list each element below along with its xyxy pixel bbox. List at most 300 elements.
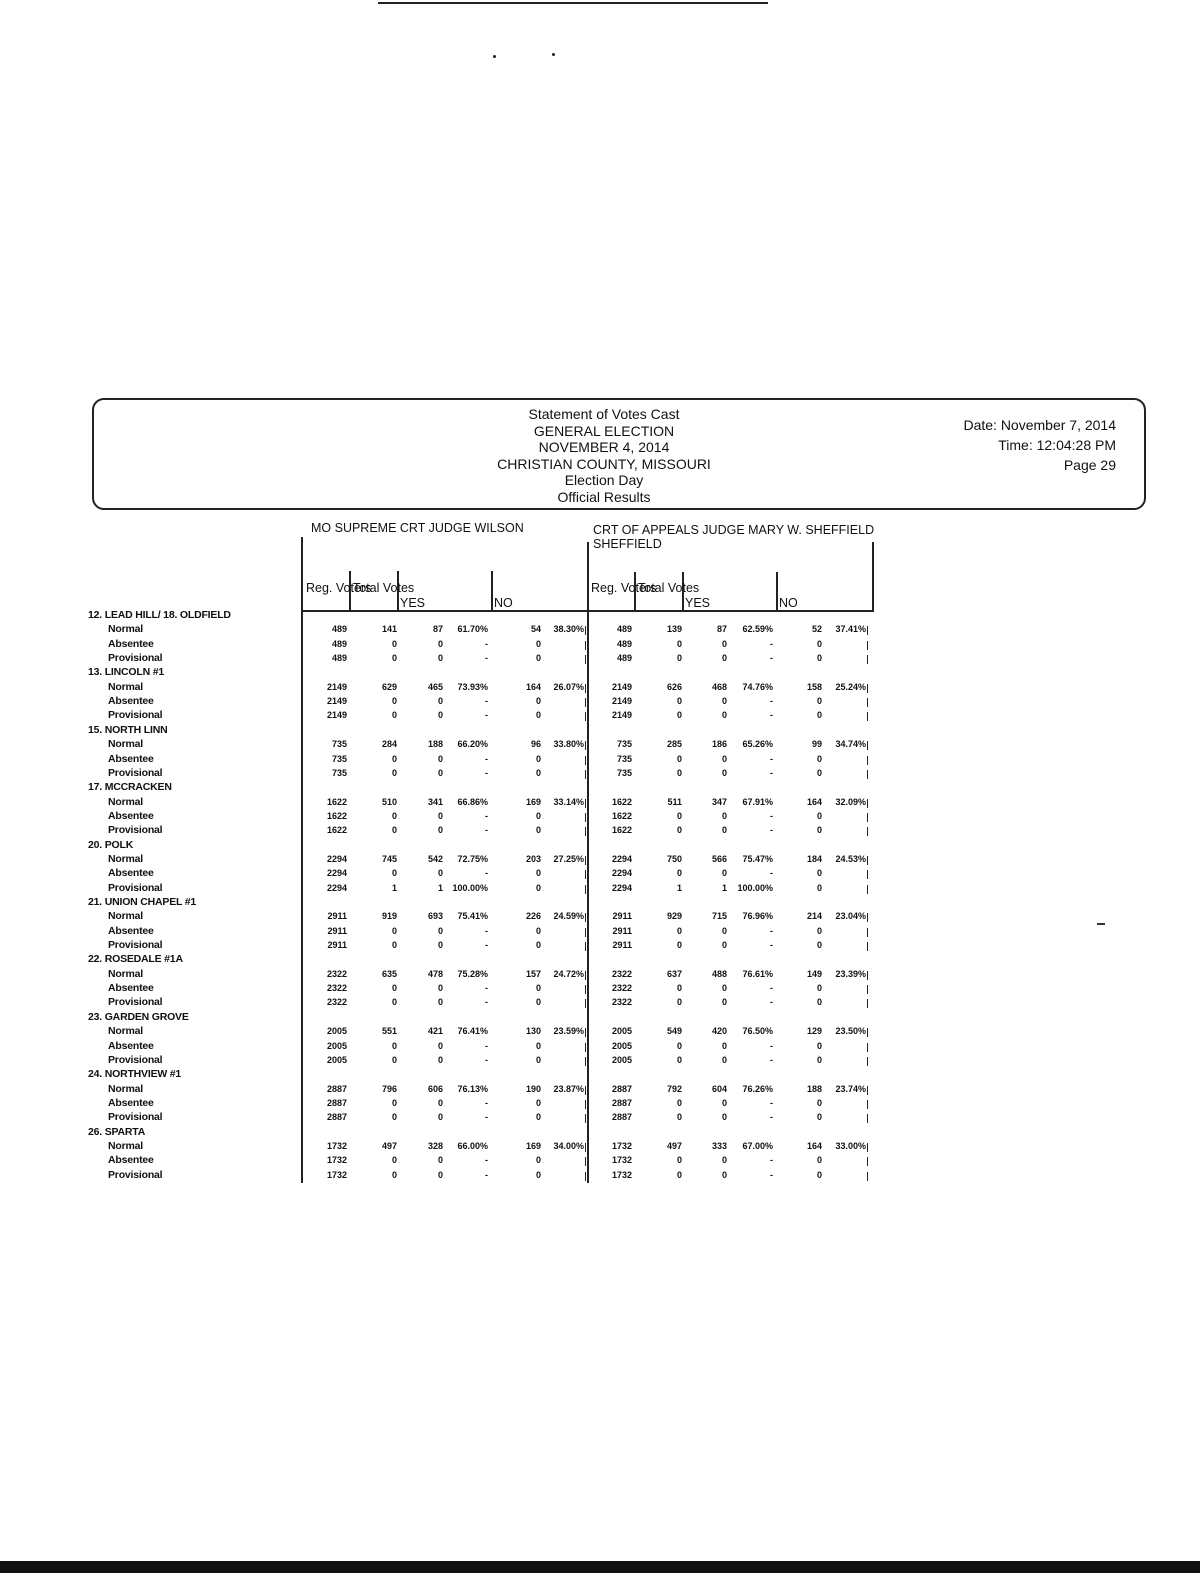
table-cell: 0 — [676, 1054, 682, 1065]
row-label: Provisional — [108, 996, 163, 1009]
table-cell: 745 — [381, 853, 397, 864]
row-edge-tick — [867, 971, 868, 980]
table-cell: 0 — [535, 1169, 541, 1180]
table-border — [587, 542, 589, 1183]
row-edge-tick — [585, 813, 586, 822]
table-cell: 285 — [666, 739, 682, 750]
table-cell: 0 — [391, 1040, 397, 1051]
table-cell: - — [485, 868, 488, 879]
row-label: Provisional — [108, 652, 163, 665]
table-cell: 0 — [437, 753, 443, 764]
table-cell: 792 — [666, 1083, 682, 1094]
table-cell: 489 — [331, 638, 347, 649]
table-cell: 0 — [535, 753, 541, 764]
table-cell: 2911 — [612, 925, 632, 936]
table-cell: 2322 — [611, 968, 632, 979]
table-cell: 34.74% — [835, 739, 866, 750]
row-edge-tick — [867, 1100, 868, 1109]
table-cell: 184 — [806, 853, 822, 864]
table-cell: 0 — [535, 1155, 541, 1166]
table-cell: 24.59% — [553, 911, 584, 922]
row-label: Provisional — [108, 824, 163, 837]
row-edge-tick — [867, 913, 868, 922]
table-cell: 0 — [437, 638, 443, 649]
table-cell: 2887 — [611, 1097, 632, 1108]
table-cell: 38.30% — [553, 624, 584, 635]
row-label: Normal — [108, 967, 143, 980]
table-cell: 87 — [716, 624, 727, 635]
row-label: Provisional — [108, 1168, 163, 1181]
table-cell: 2911 — [327, 940, 347, 951]
row-edge-tick — [867, 712, 868, 721]
table-cell: 0 — [816, 1155, 822, 1166]
table-cell: 0 — [676, 753, 682, 764]
table-cell: 24.53% — [835, 853, 866, 864]
table-cell: 796 — [381, 1083, 397, 1094]
table-cell: 0 — [437, 983, 443, 994]
table-cell: 2911 — [612, 940, 632, 951]
scan-speck — [552, 53, 555, 56]
row-label: Normal — [108, 795, 143, 808]
table-cell: 0 — [437, 810, 443, 821]
row-edge-tick — [867, 741, 868, 750]
table-cell: 0 — [437, 1097, 443, 1108]
table-cell: 0 — [721, 1155, 727, 1166]
row-edge-tick — [867, 756, 868, 765]
table-cell: 0 — [721, 925, 727, 936]
table-cell: 37.41% — [835, 624, 866, 635]
table-cell: 0 — [437, 1155, 443, 1166]
table-cell: 478 — [427, 968, 443, 979]
table-cell: 510 — [381, 796, 397, 807]
precinct-name: 17. MCCRACKEN — [88, 781, 172, 794]
table-cell: - — [485, 983, 488, 994]
col-header-yes: YES — [400, 596, 426, 610]
table-cell: 488 — [711, 968, 727, 979]
table-cell: 0 — [721, 868, 727, 879]
col-header-total: Total Votes — [638, 581, 700, 595]
report-time: Time: 12:04:28 PM — [998, 437, 1116, 453]
row-edge-tick — [585, 985, 586, 994]
row-edge-tick — [867, 770, 868, 779]
table-cell: 0 — [816, 940, 822, 951]
table-cell: - — [770, 825, 773, 836]
table-cell: 0 — [391, 767, 397, 778]
table-cell: 333 — [711, 1140, 727, 1151]
table-cell: 629 — [381, 681, 397, 692]
table-cell: 0 — [535, 638, 541, 649]
row-edge-tick — [585, 1086, 586, 1095]
table-cell: 0 — [535, 767, 541, 778]
table-cell: - — [770, 767, 773, 778]
row-label: Normal — [108, 623, 143, 636]
table-cell: 190 — [525, 1083, 541, 1094]
page-number: Page 29 — [1063, 457, 1116, 473]
table-cell: - — [485, 710, 488, 721]
table-cell: 0 — [437, 1112, 443, 1123]
table-cell: 76.61% — [742, 968, 773, 979]
row-edge-tick — [867, 999, 868, 1008]
row-label: Provisional — [108, 939, 163, 952]
table-cell: 735 — [331, 739, 347, 750]
table-cell: 139 — [666, 624, 682, 635]
precinct-name: 24. NORTHVIEW #1 — [88, 1068, 182, 1081]
row-edge-tick — [867, 1057, 868, 1066]
precinct-name: 15. NORTH LINN — [88, 723, 168, 736]
row-edge-tick — [585, 885, 586, 894]
table-cell: 0 — [676, 825, 682, 836]
table-cell: 25.24% — [835, 681, 866, 692]
contest-title-continued: SHEFFIELD — [593, 537, 662, 551]
table-cell: 2887 — [326, 1083, 347, 1094]
table-cell: 0 — [721, 983, 727, 994]
row-label: Normal — [108, 852, 143, 865]
table-cell: 2294 — [611, 853, 632, 864]
row-edge-tick — [867, 684, 868, 693]
table-cell: 76.26% — [742, 1083, 773, 1094]
row-edge-tick — [867, 1157, 868, 1166]
table-cell: 0 — [535, 710, 541, 721]
table-cell: 214 — [806, 911, 822, 922]
table-cell: 2005 — [611, 1054, 632, 1065]
row-edge-tick — [867, 1172, 868, 1181]
table-cell: 33.80% — [553, 739, 584, 750]
row-label: Absentee — [108, 1096, 154, 1109]
table-cell: 2005 — [611, 1040, 632, 1051]
table-cell: 169 — [525, 796, 541, 807]
table-cell: 186 — [711, 739, 727, 750]
table-cell: 0 — [676, 1097, 682, 1108]
table-cell: 0 — [391, 1169, 397, 1180]
row-label: Absentee — [108, 924, 154, 937]
row-label: Absentee — [108, 1039, 154, 1052]
table-cell: 0 — [816, 825, 822, 836]
table-cell: 468 — [711, 681, 727, 692]
table-cell: - — [485, 940, 488, 951]
title-line: Election Day — [564, 472, 644, 488]
table-cell: 0 — [816, 983, 822, 994]
table-cell: 0 — [391, 1054, 397, 1065]
table-cell: 0 — [391, 997, 397, 1008]
precinct-name: 26. SPARTA — [88, 1125, 146, 1138]
table-cell: 0 — [391, 825, 397, 836]
table-cell: 626 — [666, 681, 682, 692]
table-cell: 34.00% — [553, 1140, 584, 1151]
row-label: Normal — [108, 1025, 143, 1038]
table-cell: 0 — [676, 696, 682, 707]
table-cell: - — [485, 696, 488, 707]
row-edge-tick — [585, 756, 586, 765]
table-cell: 23.87% — [553, 1083, 584, 1094]
table-cell: 74.76% — [742, 681, 773, 692]
table-cell: 100.00% — [737, 882, 773, 893]
table-cell: 489 — [331, 624, 347, 635]
row-edge-tick — [585, 1114, 586, 1123]
table-cell: 0 — [816, 753, 822, 764]
table-cell: 2322 — [611, 997, 632, 1008]
table-cell: 0 — [437, 767, 443, 778]
report-title-block — [394, 406, 814, 505]
table-cell: 735 — [616, 739, 632, 750]
precinct-name: 12. LEAD HILL/ 18. OLDFIELD — [88, 609, 231, 621]
table-cell: 0 — [535, 882, 541, 893]
table-cell: - — [770, 1112, 773, 1123]
table-cell: 61.70% — [457, 624, 488, 635]
row-label: Provisional — [108, 1053, 163, 1066]
table-cell: 549 — [666, 1026, 682, 1037]
table-cell: 0 — [816, 696, 822, 707]
table-cell: 2887 — [611, 1112, 632, 1123]
table-cell: 0 — [816, 767, 822, 778]
table-cell: 0 — [391, 653, 397, 664]
table-cell: 0 — [437, 653, 443, 664]
table-cell: 735 — [331, 767, 347, 778]
table-cell: 0 — [535, 653, 541, 664]
table-cell: 1622 — [326, 796, 347, 807]
table-cell: 23.59% — [553, 1026, 584, 1037]
table-cell: 0 — [437, 825, 443, 836]
table-cell: 566 — [711, 853, 727, 864]
row-edge-tick — [585, 1043, 586, 1052]
table-cell: 188 — [427, 739, 443, 750]
table-cell: 0 — [437, 940, 443, 951]
row-edge-tick — [867, 942, 868, 951]
table-cell: 1622 — [611, 810, 632, 821]
table-cell: - — [770, 810, 773, 821]
table-cell: 929 — [666, 911, 682, 922]
table-cell: 72.75% — [457, 853, 488, 864]
table-cell: 75.47% — [742, 853, 773, 864]
table-cell: - — [485, 638, 488, 649]
table-cell: 2005 — [326, 1054, 347, 1065]
table-cell: 62.59% — [742, 624, 773, 635]
table-cell: 0 — [535, 696, 541, 707]
table-cell: 73.93% — [457, 681, 488, 692]
row-label: Absentee — [108, 637, 154, 650]
table-cell: 2149 — [326, 710, 347, 721]
table-cell: 0 — [816, 1112, 822, 1123]
table-cell: - — [770, 696, 773, 707]
scan-mark — [1097, 923, 1105, 925]
report-meta — [963, 415, 1116, 475]
table-cell: - — [485, 1169, 488, 1180]
table-cell: 0 — [816, 638, 822, 649]
table-cell: 0 — [816, 1040, 822, 1051]
table-cell: 0 — [676, 940, 682, 951]
row-edge-tick — [867, 1028, 868, 1037]
table-cell: 2149 — [611, 681, 632, 692]
table-cell: 1732 — [326, 1140, 347, 1151]
table-cell: 0 — [437, 1040, 443, 1051]
table-cell: 0 — [816, 810, 822, 821]
row-edge-tick — [867, 813, 868, 822]
table-cell: 1622 — [326, 810, 347, 821]
title-line: Statement of Votes Cast — [528, 406, 680, 422]
table-cell: 0 — [437, 925, 443, 936]
table-cell: 693 — [427, 911, 443, 922]
table-cell: 66.86% — [457, 796, 488, 807]
table-cell: 0 — [676, 1112, 682, 1123]
row-edge-tick — [867, 641, 868, 650]
report-date: Date: November 7, 2014 — [963, 417, 1116, 433]
table-cell: 0 — [437, 1054, 443, 1065]
table-cell: 1732 — [611, 1155, 632, 1166]
col-header-no: NO — [494, 596, 513, 610]
table-cell: 23.39% — [835, 968, 866, 979]
table-cell: 2322 — [611, 983, 632, 994]
row-edge-tick — [585, 626, 586, 635]
table-border — [301, 537, 303, 1183]
table-cell: - — [770, 1155, 773, 1166]
table-cell: 489 — [331, 653, 347, 664]
table-cell: 76.50% — [742, 1026, 773, 1037]
table-cell: 0 — [816, 710, 822, 721]
table-cell: 0 — [391, 1112, 397, 1123]
table-cell: 149 — [806, 968, 822, 979]
title-line: NOVEMBER 4, 2014 — [538, 439, 670, 455]
table-cell: 2887 — [326, 1097, 347, 1108]
table-cell: 0 — [535, 810, 541, 821]
table-cell: - — [485, 653, 488, 664]
table-cell: 157 — [525, 968, 541, 979]
table-cell: - — [770, 925, 773, 936]
table-cell: 2294 — [611, 868, 632, 879]
row-label: Absentee — [108, 695, 154, 708]
row-edge-tick — [867, 827, 868, 836]
table-cell: 0 — [437, 868, 443, 879]
table-cell: 0 — [721, 767, 727, 778]
table-cell: 0 — [816, 1054, 822, 1065]
table-cell: 76.41% — [457, 1026, 488, 1037]
row-edge-tick — [867, 799, 868, 808]
table-cell: 0 — [721, 997, 727, 1008]
table-cell: 0 — [676, 1169, 682, 1180]
table-cell: 0 — [721, 710, 727, 721]
table-cell: 0 — [816, 868, 822, 879]
table-cell: 52 — [811, 624, 822, 635]
row-edge-tick — [585, 1143, 586, 1152]
table-cell: 0 — [816, 1169, 822, 1180]
table-cell: 0 — [535, 1054, 541, 1065]
table-cell: 2149 — [326, 681, 347, 692]
table-cell: - — [485, 810, 488, 821]
row-edge-tick — [585, 684, 586, 693]
table-cell: 0 — [391, 638, 397, 649]
row-edge-tick — [585, 698, 586, 707]
table-cell: 2911 — [327, 925, 347, 936]
table-cell: 130 — [525, 1026, 541, 1037]
table-cell: 2005 — [326, 1040, 347, 1051]
row-edge-tick — [585, 1157, 586, 1166]
table-cell: 1 — [437, 882, 443, 893]
table-cell: 0 — [535, 868, 541, 879]
table-cell: 66.00% — [457, 1140, 488, 1151]
table-cell: - — [485, 925, 488, 936]
row-label: Normal — [108, 1082, 143, 1095]
table-cell: - — [770, 940, 773, 951]
row-edge-tick — [585, 1100, 586, 1109]
table-cell: 2887 — [326, 1112, 347, 1123]
table-cell: 0 — [816, 1097, 822, 1108]
row-label: Absentee — [108, 1154, 154, 1167]
precinct-name: 13. LINCOLN #1 — [88, 666, 164, 679]
table-cell: 489 — [616, 624, 632, 635]
table-cell: 33.00% — [835, 1140, 866, 1151]
table-cell: - — [485, 767, 488, 778]
table-cell: - — [485, 997, 488, 1008]
table-cell: - — [770, 983, 773, 994]
table-cell: 0 — [676, 810, 682, 821]
table-cell: 1732 — [326, 1169, 347, 1180]
row-edge-tick — [867, 1086, 868, 1095]
column-divider — [491, 571, 493, 611]
col-header-total: Total Votes — [353, 581, 415, 595]
table-cell: 0 — [437, 696, 443, 707]
row-label: Normal — [108, 910, 143, 923]
table-cell: 76.13% — [457, 1083, 488, 1094]
table-cell: 919 — [381, 911, 397, 922]
table-cell: 0 — [676, 997, 682, 1008]
table-cell: 551 — [381, 1026, 397, 1037]
table-cell: 0 — [676, 1155, 682, 1166]
precinct-name: 23. GARDEN GROVE — [88, 1010, 189, 1023]
table-cell: 0 — [535, 1097, 541, 1108]
contest-title: CRT OF APPEALS JUDGE MARY W. SHEFFIELD — [593, 523, 875, 537]
table-cell: - — [485, 1040, 488, 1051]
table-cell: 75.41% — [457, 911, 488, 922]
contest-title: MO SUPREME CRT JUDGE WILSON — [311, 521, 524, 535]
row-edge-tick — [867, 856, 868, 865]
row-edge-tick — [585, 655, 586, 664]
table-cell: 158 — [806, 681, 822, 692]
table-cell: 0 — [391, 983, 397, 994]
table-cell: - — [485, 1097, 488, 1108]
col-header-reg: Reg. Voters — [591, 581, 657, 595]
table-cell: 0 — [391, 1097, 397, 1108]
table-cell: 489 — [616, 653, 632, 664]
table-cell: 2149 — [611, 710, 632, 721]
row-edge-tick — [867, 1143, 868, 1152]
table-cell: 715 — [711, 911, 727, 922]
table-cell: - — [770, 638, 773, 649]
table-cell: 0 — [816, 882, 822, 893]
table-cell: 0 — [535, 825, 541, 836]
table-cell: - — [770, 997, 773, 1008]
table-cell: 0 — [535, 1112, 541, 1123]
row-label: Normal — [108, 1139, 143, 1152]
row-edge-tick — [585, 870, 586, 879]
row-edge-tick — [867, 698, 868, 707]
row-label: Provisional — [108, 881, 163, 894]
col-header-yes: YES — [685, 596, 711, 610]
table-cell: 511 — [667, 796, 682, 807]
row-label: Normal — [108, 680, 143, 693]
table-cell: 0 — [676, 983, 682, 994]
row-edge-tick — [585, 999, 586, 1008]
table-cell: 1 — [391, 882, 397, 893]
table-cell: 0 — [391, 868, 397, 879]
row-edge-tick — [867, 1114, 868, 1123]
table-cell: 497 — [666, 1140, 682, 1151]
table-cell: 0 — [721, 1040, 727, 1051]
row-edge-tick — [585, 856, 586, 865]
row-edge-tick — [585, 913, 586, 922]
table-cell: 0 — [391, 710, 397, 721]
row-label: Absentee — [108, 982, 154, 995]
table-cell: 2294 — [611, 882, 632, 893]
table-cell: 542 — [427, 853, 443, 864]
report-header — [92, 398, 1146, 510]
